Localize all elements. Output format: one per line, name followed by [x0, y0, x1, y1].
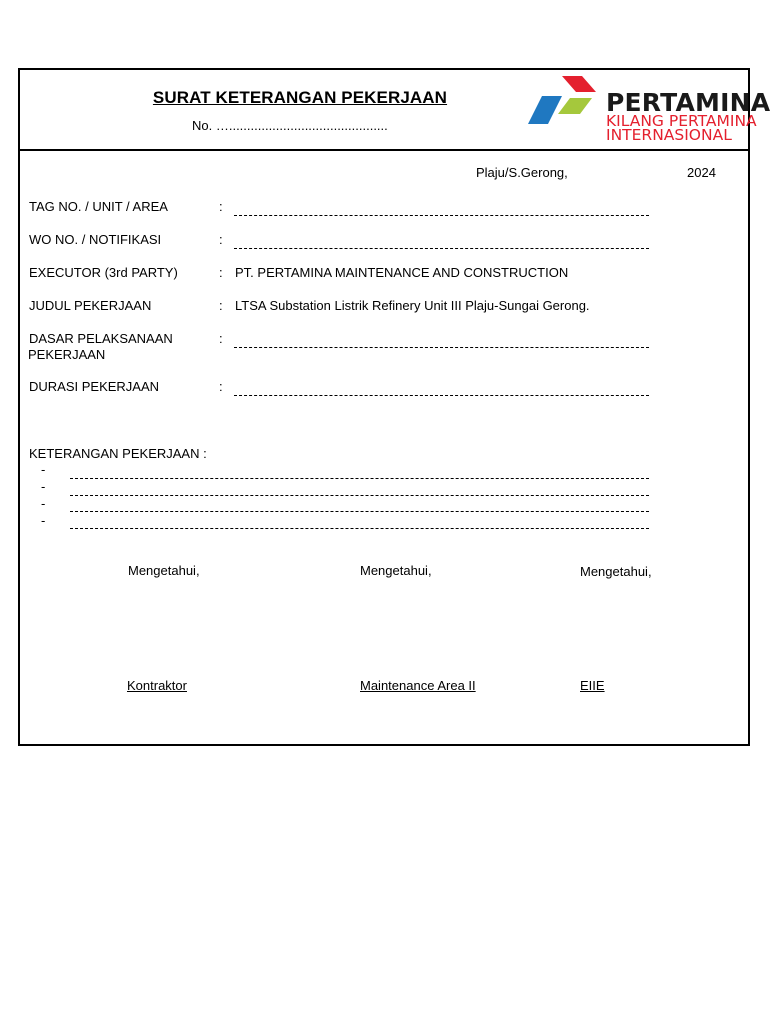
- field-label-dasar: DASAR PELAKSANAAN: [29, 331, 173, 346]
- signature-name-maintenance: Maintenance Area II: [360, 678, 476, 693]
- signature-name-eiie: EIIE: [580, 678, 605, 693]
- keterangan-bullet: -: [41, 513, 46, 528]
- field-colon: :: [219, 331, 223, 346]
- keterangan-bullet: -: [41, 462, 46, 477]
- field-value-line-tag-no[interactable]: [234, 215, 649, 216]
- field-value-judul: LTSA Substation Listrik Refinery Unit III Plaju-Sungai Gerong.: [235, 298, 590, 313]
- logo-subtitle-line1: KILANG PERTAMINA: [606, 112, 757, 130]
- date-place: Plaju/S.Gerong,: [476, 165, 568, 180]
- logo-subtitle-line2: INTERNASIONAL: [606, 126, 732, 144]
- keterangan-line[interactable]: [70, 528, 649, 529]
- signature-title-kontraktor: Mengetahui,: [128, 563, 200, 578]
- field-label-executor: EXECUTOR (3rd PARTY): [29, 265, 178, 280]
- keterangan-bullet: -: [41, 496, 46, 511]
- field-colon: :: [219, 232, 223, 247]
- field-colon: :: [219, 199, 223, 214]
- logo-name: PERTAMINA: [606, 88, 770, 117]
- document-title: SURAT KETERANGAN PEKERJAAN: [152, 88, 448, 107]
- keterangan-line[interactable]: [70, 478, 649, 479]
- keterangan-line[interactable]: [70, 511, 649, 512]
- pertamina-mark-icon: [524, 74, 604, 134]
- field-label-wo-no: WO NO. / NOTIFIKASI: [29, 232, 162, 247]
- field-value-executor: PT. PERTAMINA MAINTENANCE AND CONSTRUCTION: [235, 265, 569, 280]
- document-frame: [18, 68, 770, 746]
- date-year: 2024: [687, 165, 716, 180]
- keterangan-bullet: -: [41, 479, 46, 494]
- field-label-judul: JUDUL PEKERJAAN: [29, 298, 152, 313]
- signature-title-eiie: Mengetahui,: [580, 564, 652, 579]
- field-colon: :: [219, 265, 223, 280]
- field-value-line-wo-no[interactable]: [234, 248, 649, 249]
- field-label-durasi: DURASI PEKERJAAN: [29, 379, 160, 394]
- field-value-line-durasi[interactable]: [234, 395, 649, 396]
- signature-title-maintenance: Mengetahui,: [360, 563, 432, 578]
- header-divider: [20, 149, 748, 151]
- document-number: No. …............................................: [192, 118, 388, 133]
- field-colon: :: [219, 379, 223, 394]
- pertamina-logo: [524, 74, 770, 144]
- field-label-tag-no: TAG NO. / UNIT / AREA: [29, 199, 168, 214]
- signature-name-kontraktor: Kontraktor: [127, 678, 187, 693]
- field-colon: :: [219, 298, 223, 313]
- field-value-line-dasar[interactable]: [234, 347, 649, 348]
- field-label-dasar-line2: PEKERJAAN: [28, 347, 106, 362]
- keterangan-label: KETERANGAN PEKERJAAN :: [29, 446, 207, 461]
- keterangan-line[interactable]: [70, 495, 649, 496]
